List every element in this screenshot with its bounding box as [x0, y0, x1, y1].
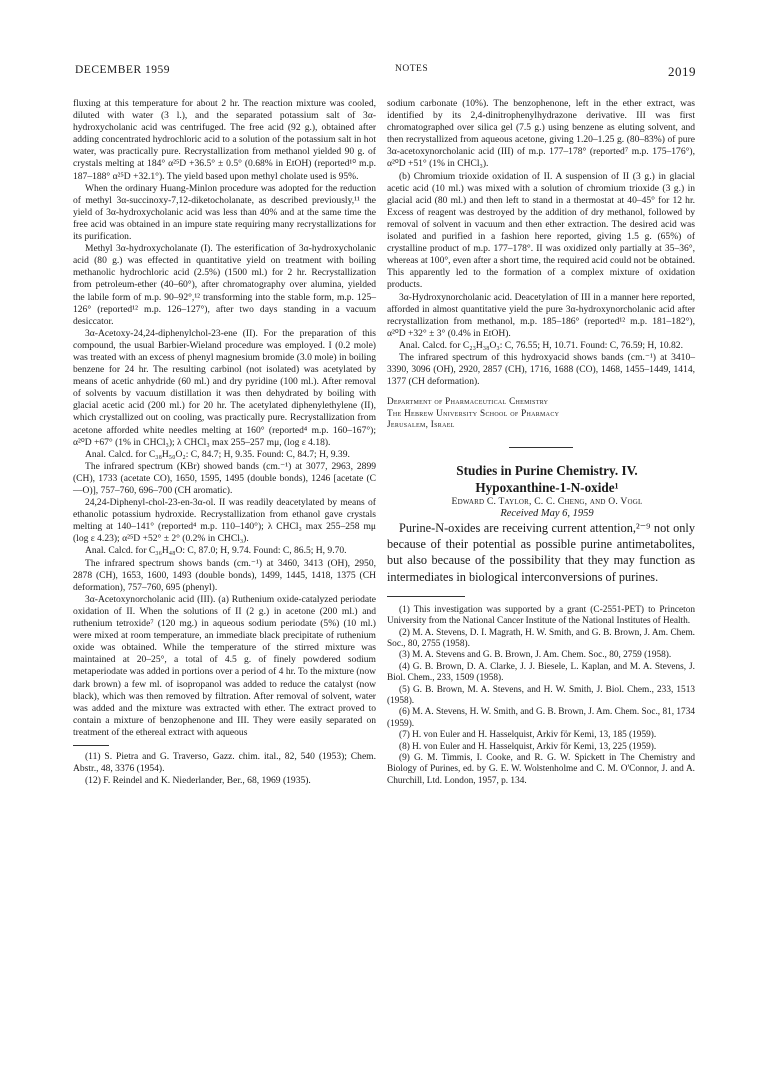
article-title-line-2: Hypoxanthine-1-N-oxide¹ [475, 479, 619, 495]
paragraph: Methyl 3α-hydroxycholanate (I). The esterification of 3α-hydroxycholanic acid (80 g.) was effected in quantitative yield on treatment with boiling methanolic hydrochloric acid (2.5%) (1500 ml.) for 2 hr. Recrystallization from petroleum-ether (40–60°), after chromatography over alumina, yielded the labile form of m.p. 90–92°,¹² transforming into the stable form, m.p. 125–126° (reported¹² m.p. 126–127°), after two days standing in a vacuum desiccator. [73, 243, 376, 327]
right-footnotes [387, 605, 695, 788]
paragraph: 24,24-Diphenyl-chol-23-en-3α-ol. II was readily deacetylated by means of ethanolic potassium hydroxide. Recrystallization from ethanol gave crystals melting at 140–141° (reported⁴ m.p. 110–140°); λ CHCl₃ max 255–258 mμ (log ε 4.23); α²⁵D +52° ± 2° (0.2% in CHCl₃). [73, 497, 376, 545]
paragraph: fluxing at this temperature for about 2 hr. The reaction mixture was cooled, diluted with water (3 l.), and the separated potassium salt of 3α-hydroxycholanic acid was centrifuged. The free acid (92 g.), obtained after adding concentrated hydrochloric acid to a solution of the potassium salt in hot water, was practically pure. Recrystallization from methanol yielded 90 g. of crystals melting at 184° α²⁵D +36.5° ± 0.5° (0.68% in EtOH) (reported¹⁰ m.p. 187–188° α²⁵D +32.1°). The yield based upon methyl cholate used is 95%. [73, 98, 376, 182]
paragraph: (b) Chromium trioxide oxidation of II. A suspension of II (3 g.) in glacial acetic acid (10 ml.) was mixed with a solution of chromium trioxide (3 g.) in glacial acid (80 ml.) and then left to stand in a thermostat at 40–45° for 12 hr. Excess of reagent was destroyed by the addition of dry methanol, followed by removal of solvent in vacuum and then ether extraction. The desired acid was isolated and purified in a fashion here reported, giving 1.5 g. (65%) of crystalline product of m.p. 177–178°. II was oxidized only partially at 35–36°, whereas at 100°, even after a short time, the required acid could not be obtained. This apparently led to the formation of a complex mixture of oxidation products. [387, 170, 695, 291]
paragraph: The infrared spectrum shows bands (cm.⁻¹) at 3460, 3413 (OH), 2950, 2878 (CH), 1653, 1600, 1493 (double bonds), 1499, 1445, 1418, 1375 (CH deformation), 757–760, 695 (phenyl). [73, 557, 376, 593]
footnote: (11) S. Pietra and G. Traverso, Gazz. chim. ital., 82, 540 (1953); Chem. Abstr., 48, 3376 (1954). [73, 750, 376, 775]
left-footnotes [73, 751, 376, 787]
footnote: (1) This investigation was supported by a grant (C-2551-PET) to Princeton University from the National Cancer Institute of the National Institutes of Health. [387, 604, 695, 627]
paragraph: sodium carbonate (10%). The benzophenone, left in the ether extract, was identified by its 2,4-dinitrophenylhydrazone derivative. III was first chromatographed over silica gel (7.5 g.) using benzene as eluting solvent, and then recrystallized from aqueous acetone, giving 1.20–1.25 g. (80–83%) of pure 3α-acetoxynorcholanic acid (III) of m.p. 177–178° (reported⁷ m.p. 175–176°), α²⁰D +51° (1% in CHCl₃). [387, 98, 695, 170]
article-abstract: Purine-N-oxides are receiving current attention,²⁻⁹ not only because of their potential as possible purine antimetabolites, but also because of the possibility that they may function as intermediates in biological interconversions of purines. [387, 520, 695, 584]
affiliation [387, 396, 695, 431]
footnote: (4) G. B. Brown, D. A. Clarke, J. J. Biesele, L. Kaplan, and M. A. Stevens, J. Biol. Chem., 233, 1509 (1958). [387, 661, 695, 684]
paragraph: 3α-Acetoxy-24,24-diphenylchol-23-ene (II). For the preparation of this compound, the usual Barbier-Wieland procedure was employed. I (0.2 mole) was treated with an excess of phenyl magnesium bromide (3.0 mole) in boiling benzene for 24 hr. The resulting carbinol (not isolated) was acetylated by means of acetic anhydride (60 ml.) and dry pyridine (100 ml.). After removal of solvents by vacuum distillation it was then dehydrated by boiling with glacial acetic acid (200 ml.) for 20 hr. The acetylated diphenylethylene (II), which crystallized out on cooling, was practically pure. Recrystallization from acetone afforded white needles melting at 160° (reported⁴ m.p. 160–167°); α²⁰D +67° (1% in CHCl₃); λ CHCl₃ max 255–257 mμ, (log ε 4.18). [73, 327, 376, 448]
paragraph: The infrared spectrum of this hydroxyacid shows bands (cm.⁻¹) at 3410–3390, 3096 (OH), 2920, 2857 (CH), 1716, 1688 (CO), 1468, 1455–1449, 1414, 1377 (CH deformation). [387, 351, 695, 388]
paragraph: The infrared spectrum (KBr) showed bands (cm.⁻¹) at 3077, 2963, 2899 (CH), 1733 (acetate CO), 1650, 1595, 1495 (double bonds), 1246 [acetate (C—O)], 757–760, 696–700 (CH aromatic). [73, 460, 376, 496]
left-column [73, 98, 376, 787]
article-title-line-1: Studies in Purine Chemistry. IV. [456, 462, 638, 478]
paragraph: 3α-Acetoxynorcholanic acid (III). (a) Ruthenium oxide-catalyzed periodate oxidation of II. When the solutions of II (2 g.) in acetone (200 ml.) and ruthenium tetroxide⁷ (120 mg.) in aqueous sodium periodate (5%) (10 ml.) were mixed at room temperature, an immediate black precipitate of ruthenium oxide was obtained. While the temperature of the stirred mixture was maintained at 20–25°, a total of 4.5 g. of finely powdered sodium metaperiodate was added in portions over a period of 4 hr. To the mixture (now dark brown) a few ml. of isopropanol was added to reduce the catalyst (now black), which was then removed by filtration. After removal of solvent, water was added and the mixture was extracted with ether. The extract proved to contain a mixture of benzophenone and III. They were easily separated on treatment of the ethereal extract with aqueous [73, 593, 376, 738]
footnote: (12) F. Reindel and K. Niederlander, Ber., 68, 1969 (1935). [85, 775, 311, 787]
paragraph: Anal. Calcd. for C₂₃H₃₈O₃: C, 76.55; H, 10.71. Found: C, 76.59; H, 10.82. [399, 339, 683, 351]
journal-date: DECEMBER 1959 [75, 64, 170, 76]
article-separator [509, 447, 573, 448]
affiliation-line: Department of Pharmaceutical Chemistry [387, 396, 549, 407]
affiliation-line: Jerusalem, Israel [387, 419, 455, 430]
footnote: (5) G. B. Brown, M. A. Stevens, and H. W. Smith, J. Biol. Chem., 233, 1513 (1958). [387, 684, 695, 706]
footnote: (8) H. von Euler and H. Hasselquist, Arkiv för Kemi, 13, 225 (1959). [399, 741, 657, 752]
footnote: (3) M. A. Stevens and G. B. Brown, J. Am. Chem. Soc., 80, 2759 (1958). [399, 650, 672, 661]
footnote-rule [73, 745, 109, 746]
right-column [387, 98, 695, 787]
affiliation-line: The Hebrew University School of Pharmacy [387, 407, 560, 418]
footnote: (6) M. A. Stevens, H. W. Smith, and G. B. Brown, J. Am. Chem. Soc., 81, 1734 (1959). [387, 707, 695, 729]
received-date: Received May 6, 1959 [500, 507, 594, 519]
footnote: (2) M. A. Stevens, D. I. Magrath, H. W. Smith, and G. B. Brown, J. Am. Chem. Soc., 80, 2755 (1958). [387, 627, 695, 649]
section-name: NOTES [395, 64, 429, 74]
footnote: (9) G. M. Timmis, I. Cooke, and R. G. W. Spickett in The Chemistry and Biology of Purines, ed. by G. E. W. Wolstenholme and C. M. O'Connor, J. and A. Churchill, Ltd. London, 1957, p. 134. [387, 753, 695, 786]
page-header [75, 64, 696, 82]
article-authors: Edward C. Taylor, C. C. Cheng, and O. Vogl [451, 495, 643, 507]
page-number: 2019 [668, 64, 696, 79]
paragraph: 3α-Hydroxynorcholanic acid. Deacetylation of III in a manner here reported, afforded in almost quantitative yield the pure 3α-hydroxynorcholanic acid after recrystallization from methanol, m.p. 185–186° (reported¹² m.p. 181–182°), α²⁰D +32° ± 3° (0.4% in EtOH). [387, 291, 695, 339]
paragraph: When the ordinary Huang-Minlon procedure was adopted for the reduction of methyl 3α-succinoxy-7,12-diketocholanate, as described previously,¹¹ the yield of 3α-hydroxycholanic acid was less than 40% and at the same time the free acid was obtained in an impure state requiring many recrystallizations for its purification. [73, 182, 376, 243]
footnote-rule [387, 596, 465, 597]
footnote: (7) H. von Euler and H. Hasselquist, Arkiv för Kemi, 13, 185 (1959). [399, 730, 657, 741]
paragraph: Anal. Calcd. for C₃₈H₅₀O₂: C, 84.7; H, 9.35. Found: C, 84.7; H, 9.39. [85, 448, 350, 460]
paragraph: Anal. Calcd. for C₃₆H₄₈O: C, 87.0; H, 9.74. Found: C, 86.5; H, 9.70. [85, 545, 347, 557]
